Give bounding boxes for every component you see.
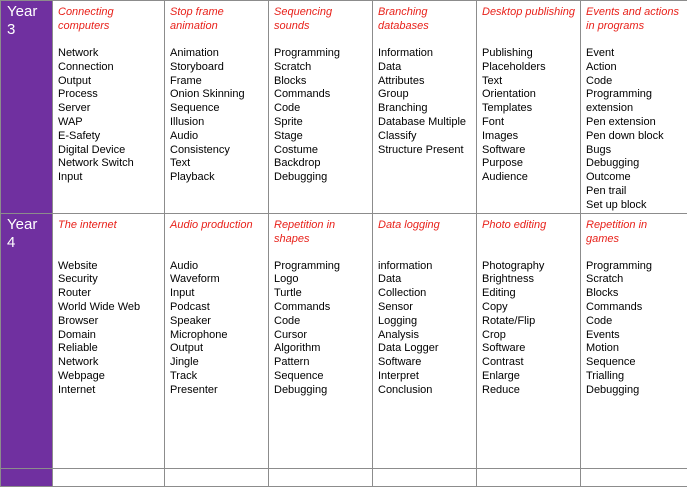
vocabulary-word: Sprite bbox=[274, 116, 372, 130]
vocabulary-list bbox=[170, 47, 268, 185]
vocabulary-word: Software bbox=[482, 144, 580, 158]
vocabulary-word: Network bbox=[58, 356, 164, 370]
unit-cell bbox=[53, 213, 165, 468]
vocabulary-word: Track bbox=[170, 370, 268, 384]
vocabulary-list bbox=[378, 47, 476, 157]
unit-topic-title: Sequencing sounds bbox=[274, 5, 368, 33]
vocabulary-word: Animation bbox=[170, 47, 268, 61]
vocabulary-word: Font bbox=[482, 116, 580, 130]
vocabulary-word: Data Logger bbox=[378, 342, 476, 356]
vocabulary-word: Orientation bbox=[482, 88, 580, 102]
unit-cell bbox=[581, 1, 687, 214]
unit-cell bbox=[53, 1, 165, 214]
vocabulary-word: Publishing bbox=[482, 47, 580, 61]
vocabulary-list bbox=[274, 260, 372, 398]
vocabulary-word: Website bbox=[58, 260, 164, 274]
vocabulary-word: Backdrop bbox=[274, 157, 372, 171]
vocabulary-word: Process bbox=[58, 88, 164, 102]
vocabulary-word: Presenter bbox=[170, 384, 268, 398]
vocabulary-word: Pen down block bbox=[586, 130, 687, 144]
vocabulary-word: Software bbox=[378, 356, 476, 370]
vocabulary-list bbox=[482, 260, 580, 398]
vocabulary-word: Pen extension bbox=[586, 116, 687, 130]
vocabulary-list bbox=[482, 47, 580, 185]
vocabulary-word: Sequence bbox=[586, 356, 687, 370]
year-row bbox=[1, 1, 687, 214]
unit-cell bbox=[53, 468, 165, 486]
unit-cell bbox=[269, 1, 373, 214]
vocabulary-word: Playback bbox=[170, 171, 268, 185]
vocabulary-word: Commands bbox=[274, 301, 372, 315]
vocabulary-word: Consistency bbox=[170, 144, 268, 158]
vocabulary-word: Audience bbox=[482, 171, 580, 185]
year-number: 4 bbox=[7, 234, 52, 252]
vocabulary-word: Purpose bbox=[482, 157, 580, 171]
vocabulary-word: extension bbox=[586, 102, 687, 116]
unit-topic-title: Branching databases bbox=[378, 5, 472, 33]
vocabulary-word: Turtle bbox=[274, 287, 372, 301]
year-row bbox=[1, 213, 687, 468]
vocabulary-word: Trialling bbox=[586, 370, 687, 384]
vocabulary-word: Sequence bbox=[274, 370, 372, 384]
vocabulary-list bbox=[378, 260, 476, 398]
vocabulary-word: Server bbox=[58, 102, 164, 116]
vocabulary-word: Enlarge bbox=[482, 370, 580, 384]
vocabulary-list bbox=[586, 47, 687, 213]
vocabulary-word: Sequence bbox=[170, 102, 268, 116]
vocabulary-word: Interpret bbox=[378, 370, 476, 384]
vocabulary-list bbox=[58, 260, 164, 398]
vocabulary-word: Classify bbox=[378, 130, 476, 144]
vocabulary-word: Outcome bbox=[586, 171, 687, 185]
vocabulary-word: World Wide Web bbox=[58, 301, 164, 315]
vocabulary-word: Input bbox=[58, 171, 164, 185]
vocabulary-word: Digital Device bbox=[58, 144, 164, 158]
vocabulary-word: WAP bbox=[58, 116, 164, 130]
vocabulary-word: Router bbox=[58, 287, 164, 301]
unit-topic-title: The internet bbox=[58, 218, 160, 246]
vocabulary-word: Sensor bbox=[378, 301, 476, 315]
vocabulary-word: Editing bbox=[482, 287, 580, 301]
vocabulary-word: Brightness bbox=[482, 273, 580, 287]
vocabulary-word: Algorithm bbox=[274, 342, 372, 356]
unit-cell bbox=[269, 213, 373, 468]
vocabulary-word: Branching bbox=[378, 102, 476, 116]
vocabulary-word: Connection bbox=[58, 61, 164, 75]
vocabulary-word: Event bbox=[586, 47, 687, 61]
vocabulary-word: Data bbox=[378, 273, 476, 287]
vocabulary-word: Structure Present bbox=[378, 144, 476, 158]
vocabulary-word: Scratch bbox=[274, 61, 372, 75]
unit-topic-title: Events and actions in programs bbox=[586, 5, 683, 33]
vocabulary-word: Photography bbox=[482, 260, 580, 274]
unit-cell bbox=[477, 468, 581, 486]
vocabulary-word: Reliable bbox=[58, 342, 164, 356]
vocabulary-word: Software bbox=[482, 342, 580, 356]
vocabulary-word: Contrast bbox=[482, 356, 580, 370]
vocabulary-word: Copy bbox=[482, 301, 580, 315]
vocabulary-word: Scratch bbox=[586, 273, 687, 287]
vocabulary-word: Blocks bbox=[274, 75, 372, 89]
vocabulary-word: Output bbox=[170, 342, 268, 356]
unit-cell bbox=[373, 213, 477, 468]
unit-cell bbox=[373, 468, 477, 486]
year-label-cell bbox=[1, 1, 53, 214]
vocabulary-word: Debugging bbox=[274, 384, 372, 398]
vocabulary-word: Motion bbox=[586, 342, 687, 356]
unit-cell bbox=[477, 213, 581, 468]
vocabulary-word: Frame bbox=[170, 75, 268, 89]
vocabulary-word: Debugging bbox=[274, 171, 372, 185]
year-word: Year bbox=[7, 216, 52, 234]
vocabulary-word: Reduce bbox=[482, 384, 580, 398]
unit-topic-title: Audio production bbox=[170, 218, 264, 246]
vocabulary-word: Jingle bbox=[170, 356, 268, 370]
vocabulary-word: Logo bbox=[274, 273, 372, 287]
vocabulary-word: Webpage bbox=[58, 370, 164, 384]
vocabulary-word: Audio bbox=[170, 130, 268, 144]
vocabulary-word: Stage bbox=[274, 130, 372, 144]
unit-cell bbox=[165, 468, 269, 486]
vocabulary-word: Programming bbox=[274, 260, 372, 274]
vocabulary-word: Information bbox=[378, 47, 476, 61]
vocabulary-word: Collection bbox=[378, 287, 476, 301]
unit-cell bbox=[373, 1, 477, 214]
unit-topic-title: Data logging bbox=[378, 218, 472, 246]
year-number: 3 bbox=[7, 21, 52, 39]
vocabulary-word: Programming bbox=[586, 88, 687, 102]
vocabulary-word: Illusion bbox=[170, 116, 268, 130]
vocabulary-list bbox=[170, 260, 268, 398]
vocabulary-word: Network bbox=[58, 47, 164, 61]
vocabulary-word: Costume bbox=[274, 144, 372, 158]
vocabulary-word: Input bbox=[170, 287, 268, 301]
vocabulary-word: Browser bbox=[58, 315, 164, 329]
vocabulary-word: Podcast bbox=[170, 301, 268, 315]
vocabulary-word: Cursor bbox=[274, 329, 372, 343]
vocabulary-word: Rotate/Flip bbox=[482, 315, 580, 329]
vocabulary-word: Debugging bbox=[586, 157, 687, 171]
unit-topic-title: Repetition in games bbox=[586, 218, 683, 246]
vocabulary-word: Analysis bbox=[378, 329, 476, 343]
unit-cell bbox=[165, 213, 269, 468]
vocabulary-word: Commands bbox=[586, 301, 687, 315]
vocabulary-list bbox=[274, 47, 372, 185]
vocabulary-word: Database Multiple bbox=[378, 116, 476, 130]
vocabulary-word: Onion Skinning bbox=[170, 88, 268, 102]
vocabulary-word: Placeholders bbox=[482, 61, 580, 75]
vocabulary-word: Attributes bbox=[378, 75, 476, 89]
vocabulary-word: Text bbox=[482, 75, 580, 89]
next-year-row bbox=[1, 468, 687, 486]
vocabulary-word: Internet bbox=[58, 384, 164, 398]
unit-topic-title: Photo editing bbox=[482, 218, 576, 246]
unit-topic-title: Desktop publishing bbox=[482, 5, 576, 33]
vocabulary-word: Commands bbox=[274, 88, 372, 102]
vocabulary-word: Blocks bbox=[586, 287, 687, 301]
vocabulary-word: Bugs bbox=[586, 144, 687, 158]
vocabulary-word: Code bbox=[274, 315, 372, 329]
vocabulary-word: Pattern bbox=[274, 356, 372, 370]
vocabulary-word: Speaker bbox=[170, 315, 268, 329]
vocabulary-word: Set up block bbox=[586, 199, 687, 213]
unit-cell bbox=[269, 468, 373, 486]
year-label-cell bbox=[1, 213, 53, 468]
vocabulary-word: Programming bbox=[274, 47, 372, 61]
vocabulary-list bbox=[58, 47, 164, 185]
vocabulary-word: Code bbox=[586, 75, 687, 89]
vocabulary-word: E-Safety bbox=[58, 130, 164, 144]
vocabulary-word: Code bbox=[586, 315, 687, 329]
vocabulary-word: Output bbox=[58, 75, 164, 89]
vocabulary-word: Action bbox=[586, 61, 687, 75]
vocabulary-word: Audio bbox=[170, 260, 268, 274]
vocabulary-word: Waveform bbox=[170, 273, 268, 287]
year-label-cell bbox=[1, 468, 53, 486]
unit-topic-title: Repetition in shapes bbox=[274, 218, 368, 246]
unit-cell bbox=[165, 1, 269, 214]
vocabulary-list bbox=[586, 260, 687, 398]
vocabulary-word: Pen trail bbox=[586, 185, 687, 199]
vocabulary-word: Network Switch bbox=[58, 157, 164, 171]
unit-topic-title: Connecting computers bbox=[58, 5, 160, 33]
vocabulary-word: Security bbox=[58, 273, 164, 287]
vocabulary-word: Storyboard bbox=[170, 61, 268, 75]
unit-cell bbox=[581, 213, 687, 468]
vocabulary-word: Code bbox=[274, 102, 372, 116]
unit-topic-title: Stop frame animation bbox=[170, 5, 264, 33]
vocabulary-word: information bbox=[378, 260, 476, 274]
vocabulary-word: Conclusion bbox=[378, 384, 476, 398]
vocabulary-word: Templates bbox=[482, 102, 580, 116]
vocabulary-word: Data bbox=[378, 61, 476, 75]
vocabulary-word: Debugging bbox=[586, 384, 687, 398]
vocabulary-word: Events bbox=[586, 329, 687, 343]
unit-cell bbox=[581, 468, 687, 486]
vocabulary-word: Domain bbox=[58, 329, 164, 343]
unit-cell bbox=[477, 1, 581, 214]
vocabulary-word: Group bbox=[378, 88, 476, 102]
year-word: Year bbox=[7, 3, 52, 21]
vocabulary-word: Programming bbox=[586, 260, 687, 274]
vocabulary-word: Logging bbox=[378, 315, 476, 329]
vocabulary-word: Text bbox=[170, 157, 268, 171]
vocabulary-word: Crop bbox=[482, 329, 580, 343]
vocabulary-word: Microphone bbox=[170, 329, 268, 343]
vocabulary-word: Images bbox=[482, 130, 580, 144]
